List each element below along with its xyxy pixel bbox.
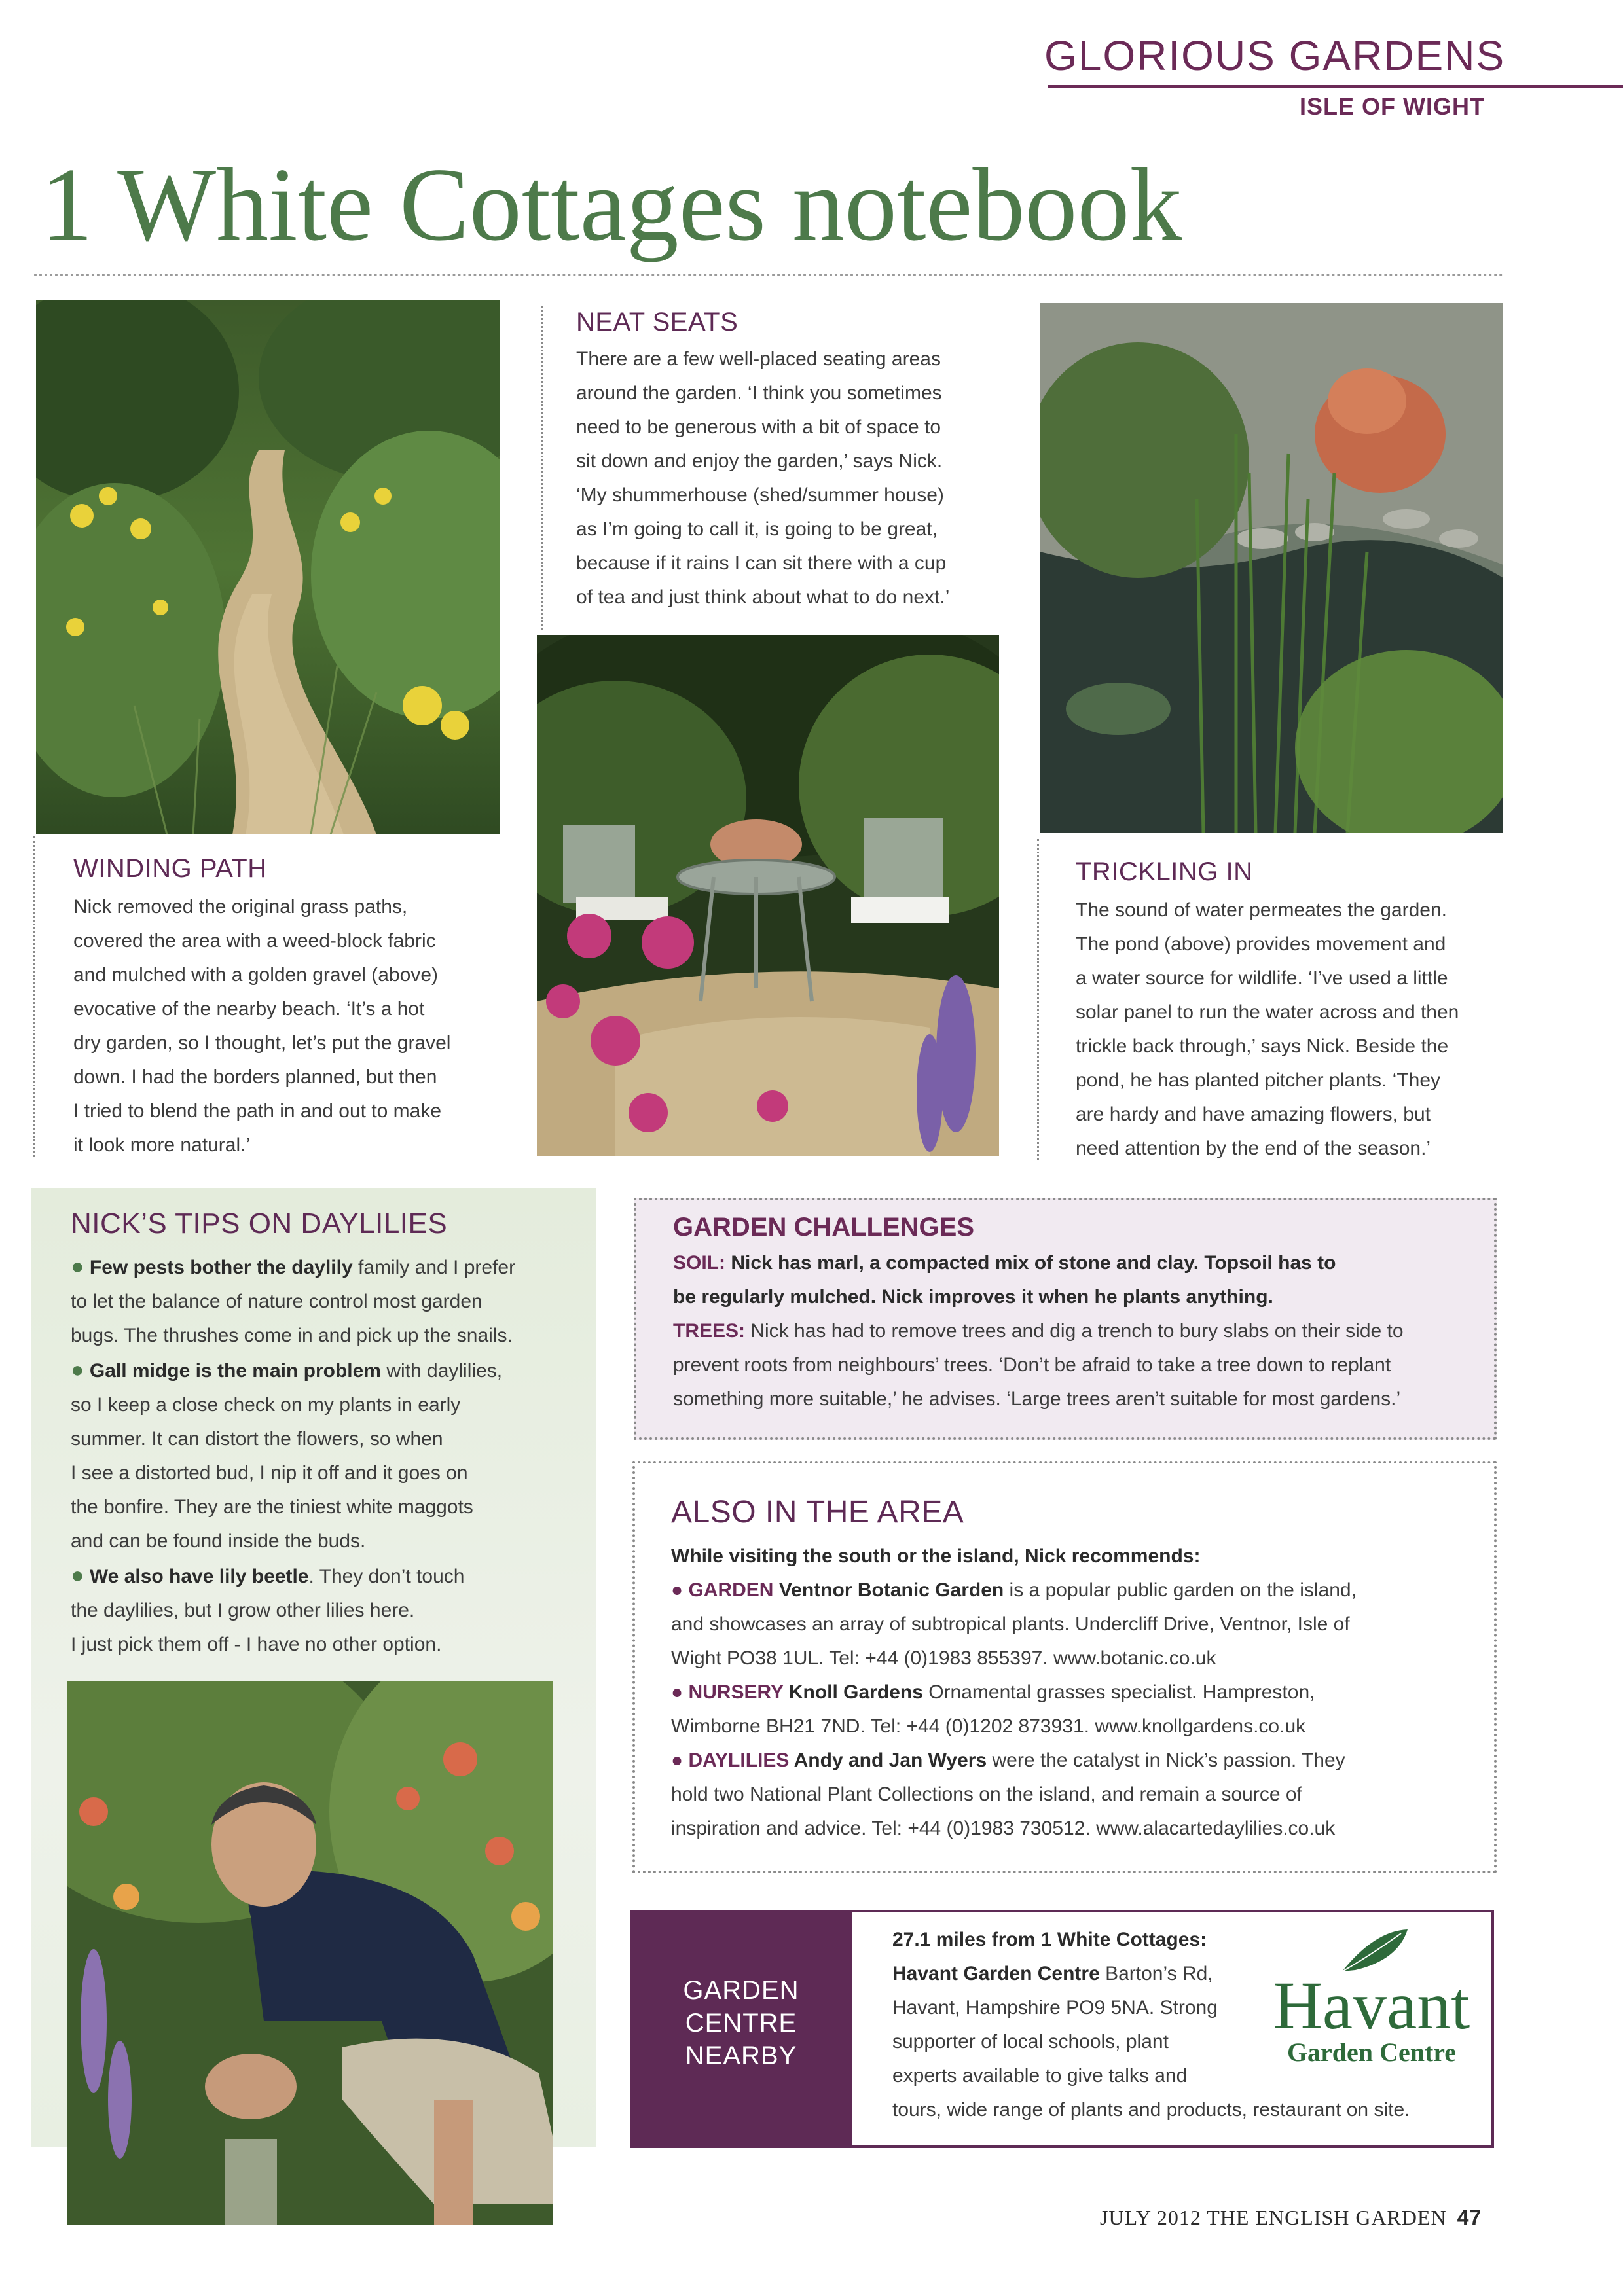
nearby-address: Barton’s Rd, (1099, 1963, 1213, 1984)
area-nursery (671, 1676, 1483, 1710)
logo-sub: Garden Centre (1286, 2037, 1457, 2067)
nearby-label: GARDEN CENTRE NEARBY (683, 1976, 799, 2070)
tip-line: the bonfire. They are the tiniest white maggots (71, 1496, 473, 1518)
winding-path-section (73, 854, 505, 1162)
tip-line: to let the balance of nature control most garden (71, 1291, 483, 1312)
tip-1-rest: family and I prefer (352, 1257, 516, 1278)
trickling-in-line: are hardy and have amazing flowers, but (1076, 1103, 1431, 1125)
trees-text: Nick has had to remove trees and dig a trench to bury slabs on their side to (745, 1320, 1404, 1342)
neat-seats-line: need to be generous with a bit of space to (576, 416, 941, 438)
area-line: and showcases an array of subtropical plants. Undercliff Drive, Ventnor, Isle of (671, 1613, 1350, 1635)
page-number: 47 (1457, 2206, 1482, 2229)
seats-text-rule (541, 306, 543, 630)
seats-photo (537, 635, 999, 1156)
challenges-body (673, 1246, 1485, 1416)
nearby-label-panel (630, 1910, 852, 2148)
daylilies-name: Andy and Jan Wyers (789, 1749, 987, 1771)
garden-name: Ventnor Botanic Garden (773, 1579, 1004, 1601)
trickling-in-body (1076, 893, 1508, 1166)
logo-name: Havant (1273, 1968, 1470, 2043)
pond-text-rule (1037, 839, 1039, 1160)
nearby-line (892, 1957, 1259, 1991)
trickling-in-line: The pond (above) provides movement and (1076, 933, 1446, 955)
page-footer (1100, 2206, 1482, 2230)
trees-line-3: something more suitable,’ he advises. ‘Large trees aren’t suitable for most gardens.’ (673, 1388, 1401, 1410)
trickling-in-line: pond, he has planted pitcher plants. ‘They (1076, 1069, 1441, 1091)
nearby-distance: 27.1 miles from 1 White Cottages: (892, 1929, 1207, 1950)
area-line: inspiration and advice. Tel: +44 (0)1983 730512. www.alacartedaylilies.co.uk (671, 1818, 1336, 1839)
area-bullet: ● (671, 1749, 684, 1771)
path-text-rule (33, 836, 35, 1157)
tip-line: bugs. The thrushes come in and pick up the snails. (71, 1325, 513, 1346)
neat-seats-line: around the garden. ‘I think you sometimes (576, 382, 942, 404)
trickling-in-line: need attention by the end of the season.’ (1076, 1138, 1431, 1159)
daylilies-label: DAYLILIES (688, 1749, 790, 1771)
winding-path-line: it look more natural.’ (73, 1134, 251, 1156)
winding-path-line: I tried to blend the path in and out to make (73, 1100, 442, 1122)
challenges-heading: GARDEN CHALLENGES (673, 1213, 975, 1242)
tip-bullet: ● (71, 1357, 84, 1382)
area-bullet: ● (671, 1579, 684, 1601)
soil-line-2: be regularly mulched. Nick improves it when he plants anything. (673, 1286, 1273, 1308)
soil-line (673, 1246, 1485, 1280)
garden-label: GARDEN (688, 1579, 774, 1601)
trickling-in-line: The sound of water permeates the garden. (1076, 899, 1448, 921)
title-divider (34, 274, 1504, 276)
neat-seats-line: of tea and just think about what to do next.’ (576, 586, 950, 608)
path-photo (36, 300, 500, 834)
winding-path-line: Nick removed the original grass paths, (73, 896, 408, 918)
winding-path-line: down. I had the borders planned, but then (73, 1066, 437, 1088)
nearby-line: experts available to give talks and (892, 2065, 1188, 2087)
footer-issue: JULY 2012 THE ENGLISH GARDEN (1100, 2206, 1447, 2229)
tip-2-rest: with daylilies, (380, 1360, 503, 1382)
tip-2-lead: Gall midge is the main problem (89, 1360, 381, 1382)
trickling-in-heading: TRICKLING IN (1076, 857, 1253, 886)
nearby-line: supporter of local schools, plant (892, 2031, 1169, 2053)
soil-text: Nick has marl, a compacted mix of stone and clay. Topsoil has to (725, 1252, 1336, 1274)
header-rule (1048, 85, 1623, 88)
neat-seats-line: There are a few well-placed seating areas (576, 348, 941, 370)
area-heading: ALSO IN THE AREA (671, 1495, 964, 1530)
nursery-name: Knoll Gardens (783, 1681, 923, 1703)
winding-path-line: and mulched with a golden gravel (above) (73, 964, 439, 986)
nursery-desc: Ornamental grasses specialist. Hampreston, (922, 1681, 1315, 1703)
area-garden (671, 1573, 1483, 1607)
nursery-label: NURSERY (688, 1681, 784, 1703)
winding-path-body (73, 890, 505, 1162)
area-line: hold two National Plant Collections on the island, and remain a source of (671, 1784, 1302, 1805)
tips-body (71, 1249, 581, 1662)
tip-line: I see a distorted bud, I nip it off and it goes on (71, 1462, 468, 1484)
neat-seats-heading: NEAT SEATS (576, 308, 739, 336)
pond-photo (1040, 303, 1503, 833)
area-line: Wight PO38 1UL. Tel: +44 (0)1983 855397. www.botanic.co.uk (671, 1647, 1216, 1669)
nearby-line: tours, wide range of plants and products, restaurant on site. (892, 2099, 1410, 2121)
tip-line: and can be found inside the buds. (71, 1530, 366, 1552)
tip-1 (71, 1249, 581, 1285)
neat-seats-line: because if it rains I can sit there with a cup (576, 552, 947, 574)
tip-1-lead: Few pests bother the daylily (89, 1257, 353, 1278)
tip-bullet: ● (71, 1254, 84, 1279)
series-region: ISLE OF WIGHT (1300, 93, 1485, 120)
nearby-text (892, 1923, 1410, 2127)
trickling-in-line: a water source for wildlife. ‘I’ve used a little (1076, 967, 1448, 989)
neat-seats-line: ‘My shummerhouse (shed/summer house) (576, 484, 944, 506)
trickling-in-line: trickle back through,’ says Nick. Beside the (1076, 1035, 1449, 1057)
trees-line (673, 1314, 1485, 1348)
neat-seats-body (576, 342, 1008, 615)
area-bullet: ● (671, 1681, 684, 1703)
tips-section (71, 1208, 581, 1662)
tips-heading: NICK’S TIPS ON DAYLILIES (71, 1208, 448, 1240)
nearby-body (892, 1923, 1410, 2127)
area-section (671, 1494, 1483, 1846)
trees-line-2: prevent roots from neighbours’ trees. ‘Don’t be afraid to take a tree down to replant (673, 1354, 1391, 1376)
garden-desc: is a popular public garden on the island, (1004, 1579, 1357, 1601)
trickling-in-section (1076, 857, 1508, 1166)
trickling-in-line: solar panel to run the water across and then (1076, 1001, 1459, 1023)
page-title: 1 White Cottages notebook (41, 146, 1182, 262)
nearby-line: Havant, Hampshire PO9 5NA. Strong (892, 1997, 1218, 2018)
nearby-name: Havant Garden Centre (892, 1963, 1100, 1984)
area-daylilies (671, 1744, 1483, 1778)
neat-seats-line: sit down and enjoy the garden,’ says Nick. (576, 450, 943, 472)
tip-line: so I keep a close check on my plants in early (71, 1394, 461, 1416)
tip-3-rest: . They don’t touch (308, 1566, 465, 1587)
havant-logo (1264, 1924, 1480, 2067)
tip-2 (71, 1353, 581, 1388)
trees-label: TREES: (673, 1320, 746, 1342)
tip-bullet: ● (71, 1563, 84, 1588)
tip-3 (71, 1558, 581, 1594)
winding-path-line: covered the area with a weed-block fabric (73, 930, 436, 952)
winding-path-heading: WINDING PATH (73, 854, 267, 883)
challenges-section (673, 1213, 1485, 1416)
area-intro: While visiting the south or the island, Nick recommends: (671, 1545, 1201, 1567)
series-title: GLORIOUS GARDENS (1044, 32, 1506, 79)
area-line: Wimborne BH21 7ND. Tel: +44 (0)1202 873931. www.knollgardens.co.uk (671, 1715, 1306, 1737)
tip-line: the daylilies, but I grow other lilies here. (71, 1600, 415, 1621)
area-body (671, 1539, 1483, 1846)
neat-seats-line: as I’m going to call it, is going to be great, (576, 518, 938, 540)
tip-line: summer. It can distort the flowers, so when (71, 1428, 443, 1450)
tip-line: I just pick them off - I have no other option. (71, 1634, 442, 1655)
tip-3-lead: We also have lily beetle (89, 1566, 309, 1587)
nick-photo (67, 1681, 553, 2225)
daylilies-desc: were the catalyst in Nick’s passion. They (987, 1749, 1345, 1771)
winding-path-line: dry garden, so I thought, let’s put the gravel (73, 1032, 451, 1054)
winding-path-line: evocative of the nearby beach. ‘It’s a hot (73, 998, 425, 1020)
neat-seats-section (576, 308, 1008, 615)
soil-label: SOIL: (673, 1252, 725, 1274)
